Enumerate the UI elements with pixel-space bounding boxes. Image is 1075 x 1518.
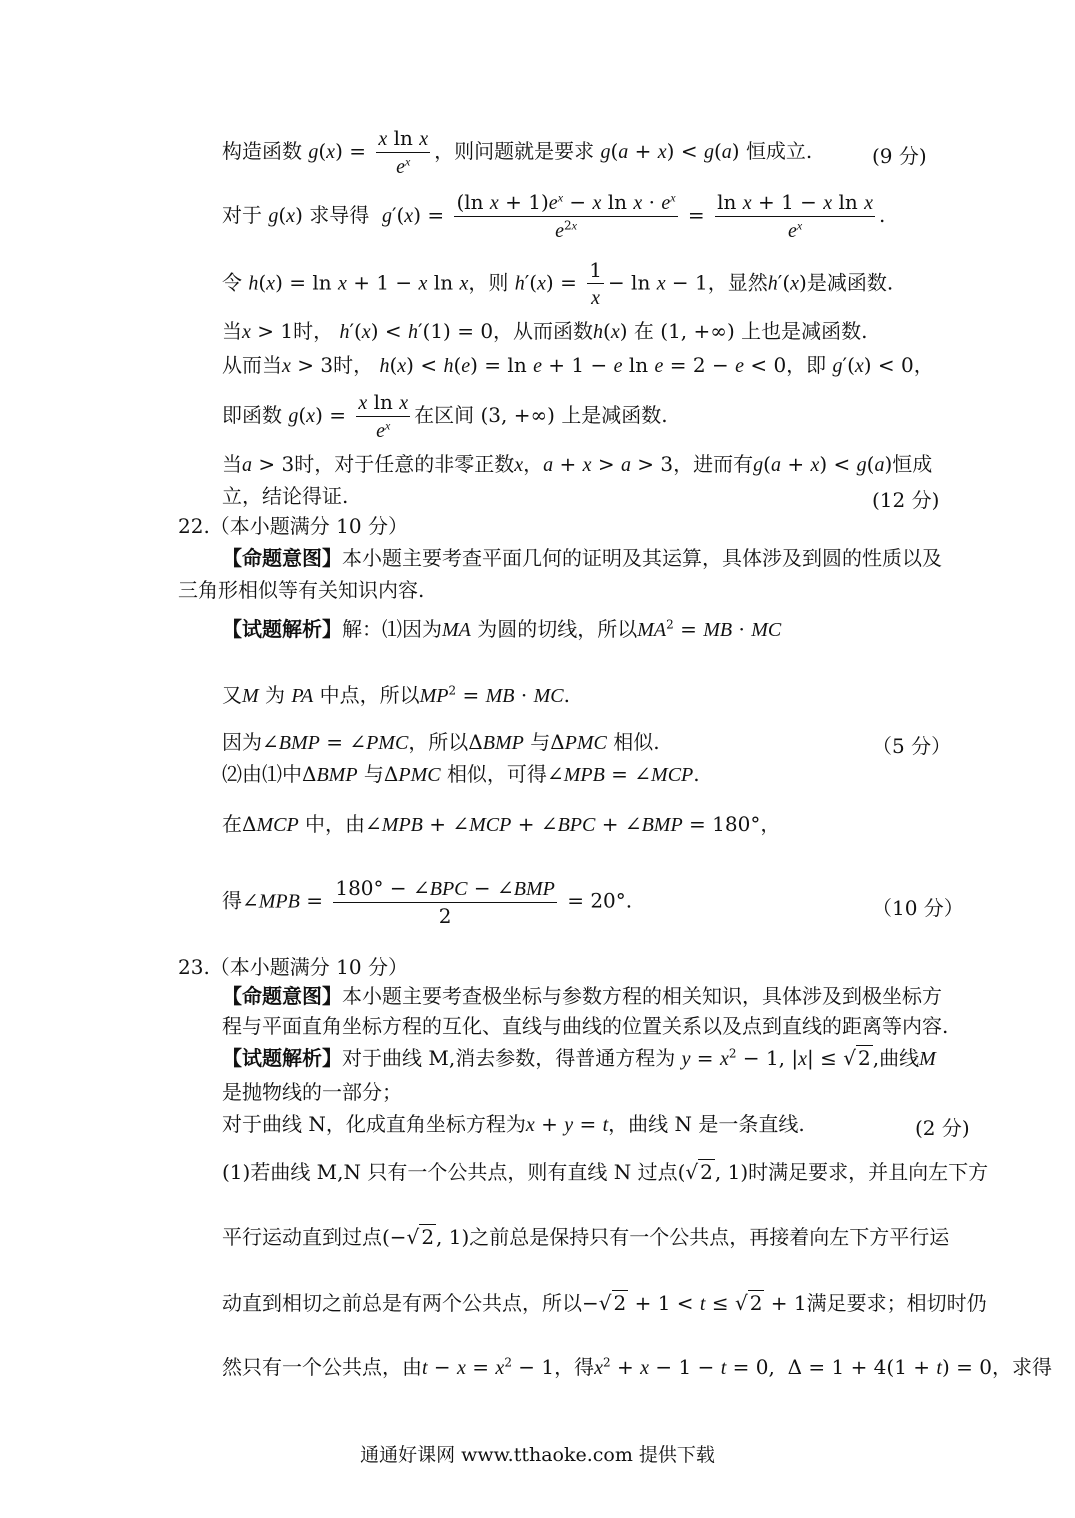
q23-heading: 23.（本小题满分 10 分） <box>178 955 408 979</box>
q21-line-6: 即函数 g(x) = $\frac{\text{x ln x}}{e^x}$ 在区间 (3, +∞) 上是减函数. <box>222 390 668 442</box>
q23-solution-line-4: (1)若曲线 M,N 只有一个公共点，则有直线 N 过点(√ 2 , 1)时满足要求，并且向左下方 <box>222 1160 989 1184</box>
q23-solution-line-5: 平行运动直到过点(−√ 2 , 1)之前总是保持只有一个公共点，再接着向左下方平行运 <box>222 1225 950 1249</box>
q21-line-1: 构造函数 g(x) = $\frac{\text{x ln x}}{e^x}$ ，则问题就是要求 g(a + x) < g(a) 恒成立. <box>222 126 813 178</box>
q23-solution-line-6: 动直到相切之前总是有两个公共点，所以−√ 2 + 1 < t ≤ √ 2 + 1满足要求；相切时仍 <box>222 1291 987 1315</box>
score-2: (2 分) <box>915 1116 970 1140</box>
fraction: $\frac{\text{ln x + 1 − x ln x}}{e^x}$ <box>717 190 874 242</box>
q23-solution-line-1: 【试题解析】对于曲线 M,消去参数，得普通方程为 $y = x^2 - 1$, |x| ≤ √ 2 ,曲线M <box>222 1046 936 1070</box>
q22-solution-line-5: 在ΔMCP 中，由∠MPB + ∠MCP + ∠BPC + ∠BMP = 180°， <box>222 812 781 836</box>
score-5: （5 分） <box>872 734 952 758</box>
q21-line-8: 立，结论得证. <box>222 484 349 508</box>
q21-line-5: 从而当x > 3时， h(x) < h(e) = ln e + 1 − e ln e = 2 − e < 0，即 g′(x) < 0， <box>222 353 934 377</box>
score-9: (9 分) <box>872 144 927 168</box>
fraction: $\frac{\text{x ln x}}{e^x}$ <box>378 126 429 178</box>
score-12: (12 分) <box>872 488 940 512</box>
q21-line-2: 对于 g(x) 求导得 g′(x) = $\frac{(\ln x + 1)e^x - x \ln x \cdot e^x}{e^{2x}}$ = $\frac{\text{ln x + 1 − x ln x}}{e^x}$ . <box>222 190 886 242</box>
q22-solution-line-1: 【试题解析】解：⑴因为MA 为圆的切线，所以$MA^2$ = MB · MC <box>222 617 782 641</box>
fraction: $\frac{\text{180° − ∠BPC − ∠BMP}}{2}$ <box>335 876 555 928</box>
q23-solution-line-3: 对于曲线 N，化成直角坐标方程为x + y = t，曲线 N 是一条直线. <box>222 1112 805 1136</box>
fraction: $\frac{(\ln x + 1)e^x - x \ln x \cdot e^x}{e^{2x}}$ <box>456 190 676 242</box>
q22-solution-line-4: ⑵由⑴中ΔBMP 与ΔPMC 相似，可得∠MPB = ∠MCP. <box>222 762 700 786</box>
q22-intent-line-1: 【命题意图】本小题主要考查平面几何的证明及其运算，具体涉及到圆的性质以及 <box>222 546 942 570</box>
q22-intent-line-2: 三角形相似等有关知识内容. <box>178 578 425 602</box>
q23-solution-line-2: 是抛物线的一部分； <box>222 1080 402 1104</box>
q23-intent-line-1: 【命题意图】本小题主要考查极坐标与参数方程的相关知识，具体涉及到极坐标方 <box>222 984 942 1008</box>
score-10: （10 分） <box>872 896 964 920</box>
q22-solution-line-3: 因为∠BMP = ∠PMC，所以ΔBMP 与ΔPMC 相似. <box>222 730 660 754</box>
fraction: $\frac{\text{x ln x}}{e^x}$ <box>358 390 409 442</box>
q22-solution-line-6: 得∠MPB = $\frac{\text{180° − ∠BPC − ∠BMP}}{2}$ = 20°. <box>222 876 633 928</box>
q22-heading: 22.（本小题满分 10 分） <box>178 514 408 538</box>
q21-line-7: 当a > 3时，对于任意的非零正数x，a + x > a > 3，进而有g(a + x) < g(a)恒成 <box>222 452 933 476</box>
q21-line-3: 令 h(x) = ln x + 1 − x ln x，则 h′(x) = $\frac{1}{x}$ − ln x − 1，显然h′(x)是减函数. <box>222 258 894 309</box>
footer-source: 通通好课网 www.tthaoke.com 提供下载 <box>360 1444 715 1466</box>
q23-intent-line-2: 程与平面直角坐标方程的互化、直线与曲线的位置关系以及点到直线的距离等内容. <box>222 1014 949 1038</box>
q23-solution-line-7: 然只有一个公共点，由$t - x = x^2 - 1$，得$x^2 + x - 1 - t = 0$, Δ = 1 + 4(1 + t) = 0，求得 <box>222 1355 1052 1379</box>
q21-line-4: 当x > 1时， h′(x) < h′(1) = 0，从而函数h(x) 在 (1, +∞) 上也是减函数. <box>222 319 868 343</box>
q22-solution-line-2: 又M 为 PA 中点，所以$MP^2$ = MB · MC. <box>222 683 570 707</box>
fraction: $\frac{1}{x}$ <box>589 258 602 309</box>
